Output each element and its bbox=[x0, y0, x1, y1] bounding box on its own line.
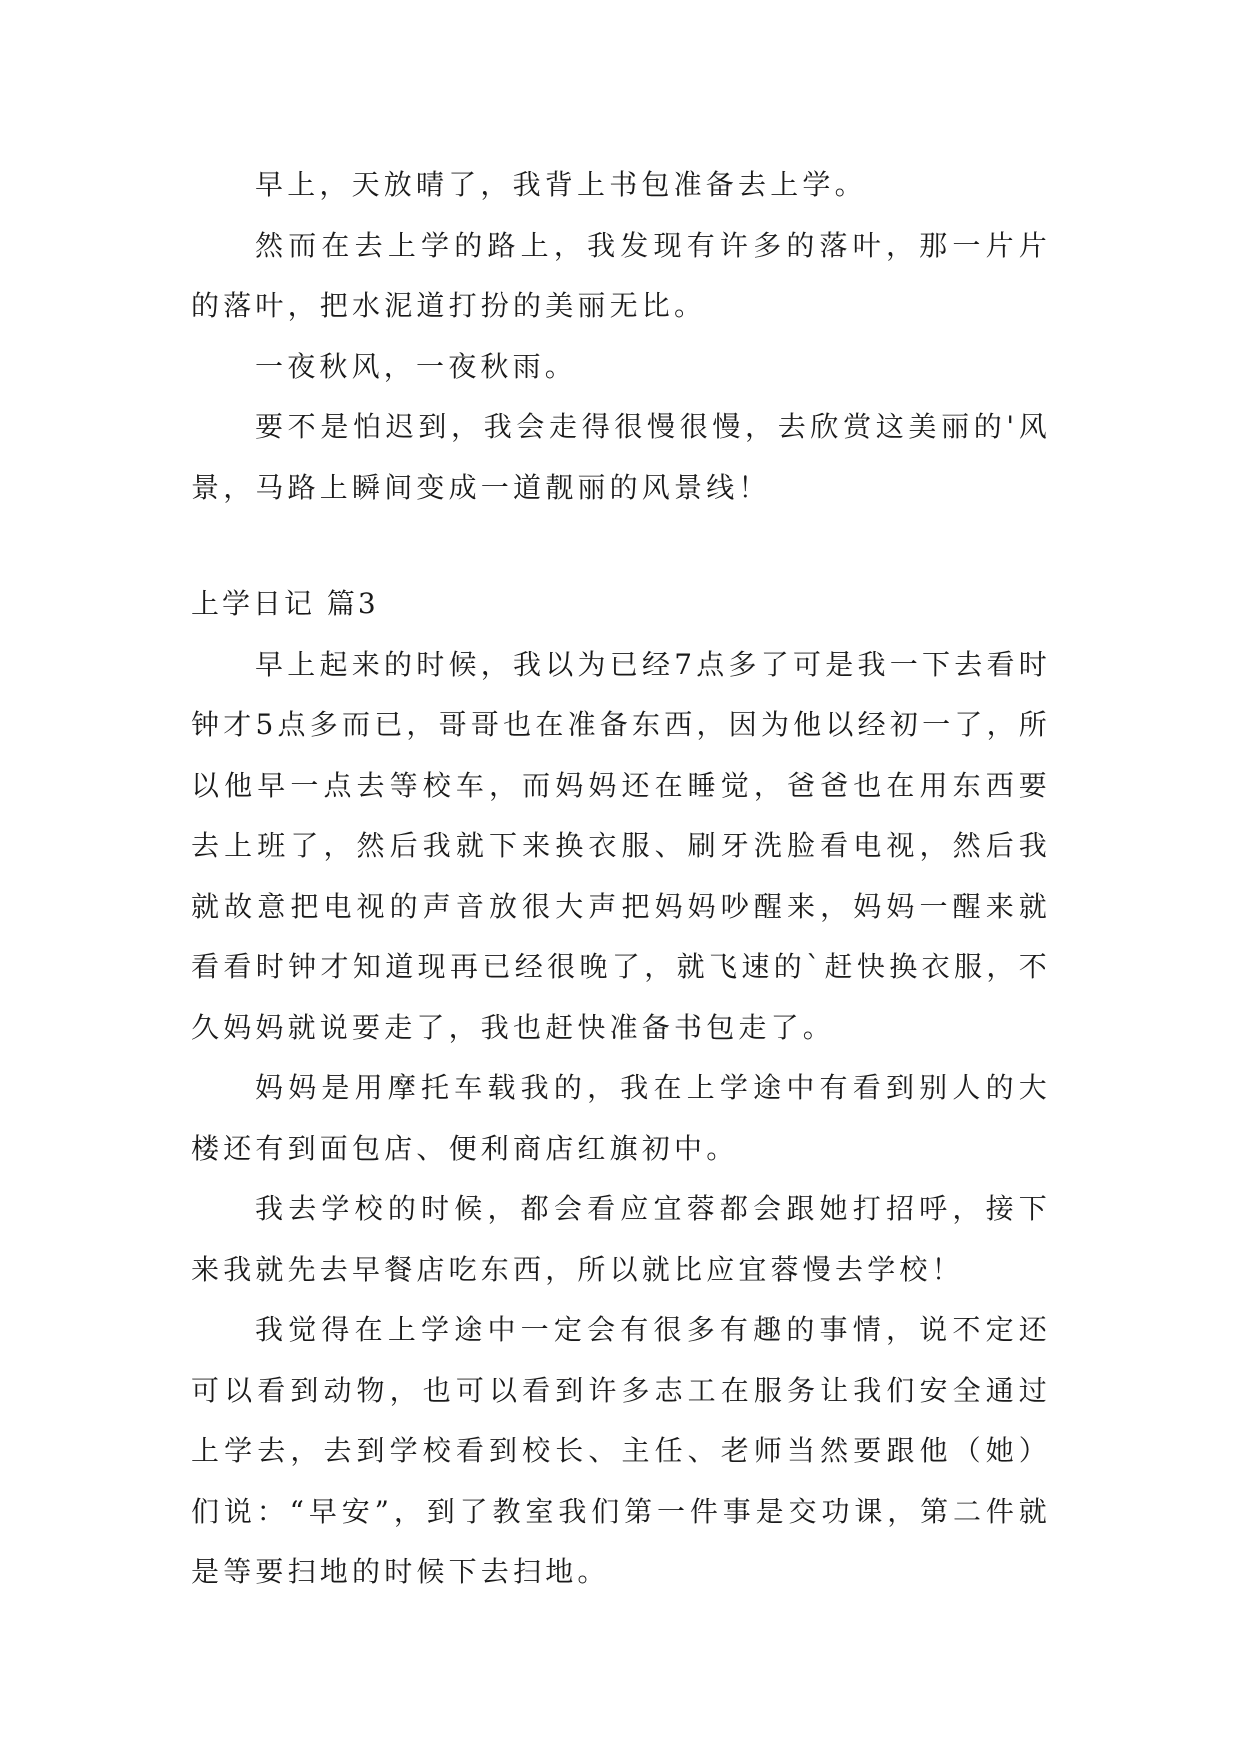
paragraph: 一夜秋风，一夜秋雨。 bbox=[255, 349, 578, 383]
paragraph: 然而在去上学的路上，我发现有许多的落叶，那一片片的落叶，把水泥道打扮的美丽无比。 bbox=[191, 228, 1051, 322]
paragraph: 妈妈是用摩托车载我的，我在上学途中有看到别人的大楼还有到面包店、便利商店红旗初中。 bbox=[191, 1071, 1051, 1165]
paragraph: 我去学校的时候，都会看应宜蓉都会跟她打招呼，接下来我就先去早餐店吃东西，所以就比应宜蓉慢去学校！ bbox=[191, 1192, 1051, 1286]
paragraph: 早上起来的时候，我以为已经7点多了可是我一下去看时钟才5点多而已，哥哥也在准备东西，因为他以经初一了，所以他早一点去等校车，而妈妈还在睡觉，爸爸也在用东西要去上班了，然后我就下来换衣服、刷牙洗脸看电视，然后我就故意把电视的声音放很大声把妈妈吵醒来，妈妈一醒来就看看时钟才知道现再已经很晚了，就飞速的`赶快换衣服，不久妈妈就说要走了，我也赶快准备书包走了。 bbox=[191, 647, 1051, 1044]
paragraph: 我觉得在上学途中一定会有很多有趣的事情，说不定还可以看到动物，也可以看到许多志工在服务让我们安全通过上学去，去到学校看到校长、主任、老师当然要跟他（她）们说：“早安”，到了教室我们第一件事是交功课，第二件就是等要扫地的时候下去扫地。 bbox=[191, 1313, 1051, 1588]
paragraph: 要不是怕迟到，我会走得很慢很慢，去欣赏这美丽的'风景，马路上瞬间变成一道靓丽的风景线！ bbox=[191, 410, 1051, 504]
document-body bbox=[191, 155, 1051, 1603]
section-heading: 上学日记 篇3 bbox=[191, 587, 379, 620]
paragraph: 早上，天放晴了，我背上书包准备去上学。 bbox=[255, 168, 867, 201]
